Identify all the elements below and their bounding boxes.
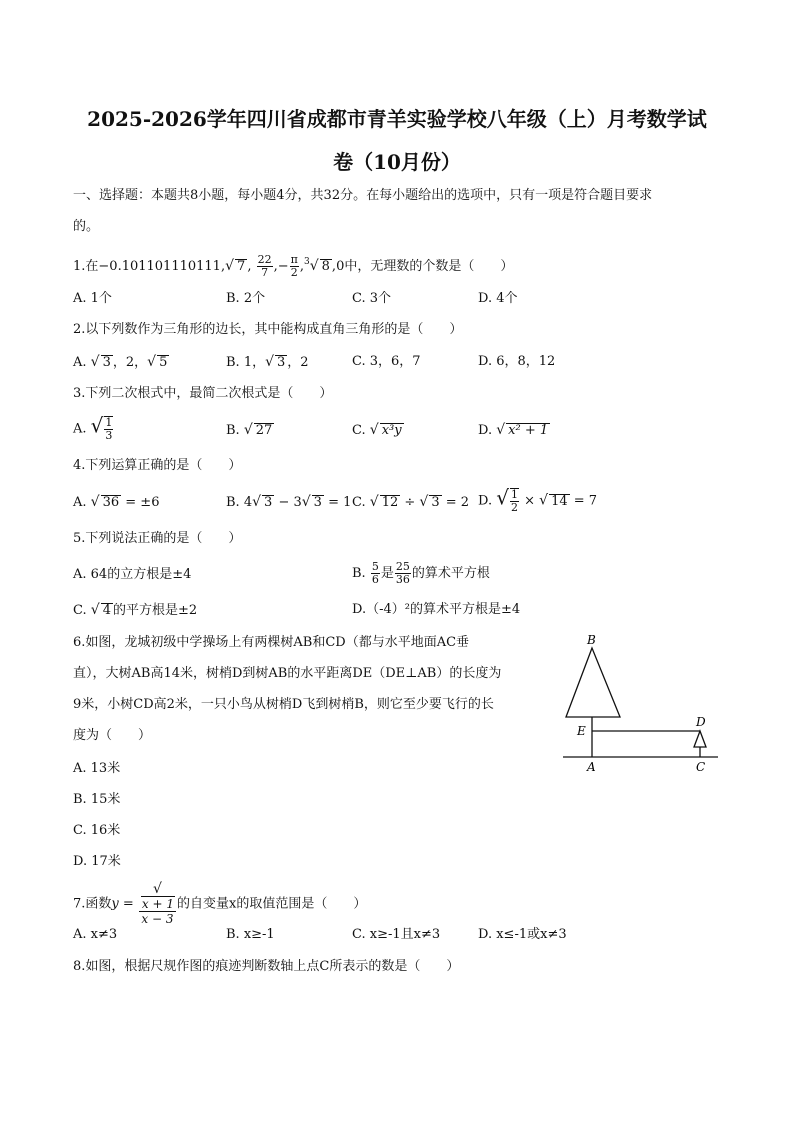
q3-option-a: A. √ $\frac{1}{3}$: [73, 413, 113, 442]
label-E: E: [577, 724, 586, 738]
q2-option-a: A. √ 3 ，2，√ 5: [73, 354, 168, 370]
label-B: B: [587, 633, 596, 647]
q5-option-a: A. 64的立方根是±4: [73, 567, 192, 582]
question-4-stem: 4.下列运算正确的是（ ）: [73, 458, 242, 473]
question-3-stem: 3.下列二次根式中，最简二次根式是（ ）: [73, 386, 333, 401]
q6-option-c: C. 16米: [73, 823, 121, 838]
q4-option-a: A. √ 36 = ±6: [73, 494, 160, 510]
q3-option-c: C. √ x³y: [352, 422, 402, 438]
q6-option-a: A. 13米: [73, 761, 121, 776]
q7-option-d: D. x≤-1或x≠3: [478, 927, 567, 942]
q2-option-d: D. 6，8，12: [478, 354, 556, 369]
q4-option-d: D. √ $\frac{1}{2}$ × √ 14 = 7: [478, 485, 598, 514]
question-1-stem: 1.在−0.101101110111,√ 7 , $\frac{22}{7}$ ,− $\frac{\pi}{2}$ ,$^3$√ 8 ,0中，无理数的个数是（ ）: [73, 253, 514, 279]
question-6-line4: 度为（ ）: [73, 728, 152, 743]
q7-option-c: C. x≥-1且x≠3: [352, 927, 441, 942]
q3-option-d: D. √ x² + 1: [478, 422, 549, 438]
q5-option-d: D.（-4）²的算术平方根是±4: [352, 602, 521, 617]
q4-option-c: C. √ 12 ÷ √ 3 = 2: [352, 494, 470, 510]
q1-option-d: D. 4个: [478, 291, 518, 306]
q6-tree-figure: [555, 628, 730, 776]
question-7-stem: 7.函数y = √ x + 1 x − 3 的自变量x的取值范围是（ ）: [73, 881, 367, 926]
question-2-stem: 2.以下列数作为三角形的边长，其中能构成直角三角形的是（ ）: [73, 322, 463, 337]
q4-option-b: B. 4√ 3 − 3√ 3 = 1: [226, 494, 352, 510]
section1-header-line1: 一、选择题：本题共8小题，每小题4分，共32分。在每小题给出的选项中，只有一项是符合题目要求: [73, 188, 653, 203]
exam-title-line1: 2025-2026学年四川省成都市青羊实验学校八年级（上）月考数学试: [87, 107, 707, 131]
q5-option-c: C. √ 4 的平方根是±2: [73, 602, 198, 618]
q7-option-b: B. x≥-1: [226, 927, 275, 942]
question-6-line2: 直），大树AB高14米，树梢D到树AB的水平距离DE（DE⊥AB）的长度为: [73, 666, 502, 681]
question-6-line1: 6.如图，龙城初级中学操场上有两棵树AB和CD（都与水平地面AC垂: [73, 635, 470, 650]
question-6-line3: 9米，小树CD高2米，一只小鸟从树梢D飞到树梢B，则它至少要飞行的长: [73, 697, 494, 712]
q3-option-b: B. √ 27: [226, 422, 273, 438]
q2-option-b: B. 1，√ 3 ，2: [226, 354, 309, 370]
q1-option-a: A. 1个: [73, 291, 112, 306]
label-A: A: [587, 760, 596, 774]
q1-option-c: C. 3个: [352, 291, 392, 306]
q1-option-b: B. 2个: [226, 291, 266, 306]
q2-option-c: C. 3，6，7: [352, 354, 421, 369]
exam-title-line2: 卷（10月份）: [333, 150, 461, 174]
q5-option-b: B. $\frac{5}{6}$ 是 $\frac{25}{36}$ 的算术平方根: [352, 560, 490, 586]
section1-header-line2: 的。: [73, 219, 100, 234]
q6-option-d: D. 17米: [73, 854, 121, 869]
label-D: D: [696, 715, 706, 729]
label-C: C: [696, 760, 706, 774]
question-8-stem: 8.如图，根据尺规作图的痕迹判断数轴上点C所表示的数是（ ）: [73, 959, 460, 974]
question-5-stem: 5.下列说法正确的是（ ）: [73, 531, 242, 546]
q7-option-a: A. x≠3: [73, 927, 118, 942]
q6-option-b: B. 15米: [73, 792, 121, 807]
